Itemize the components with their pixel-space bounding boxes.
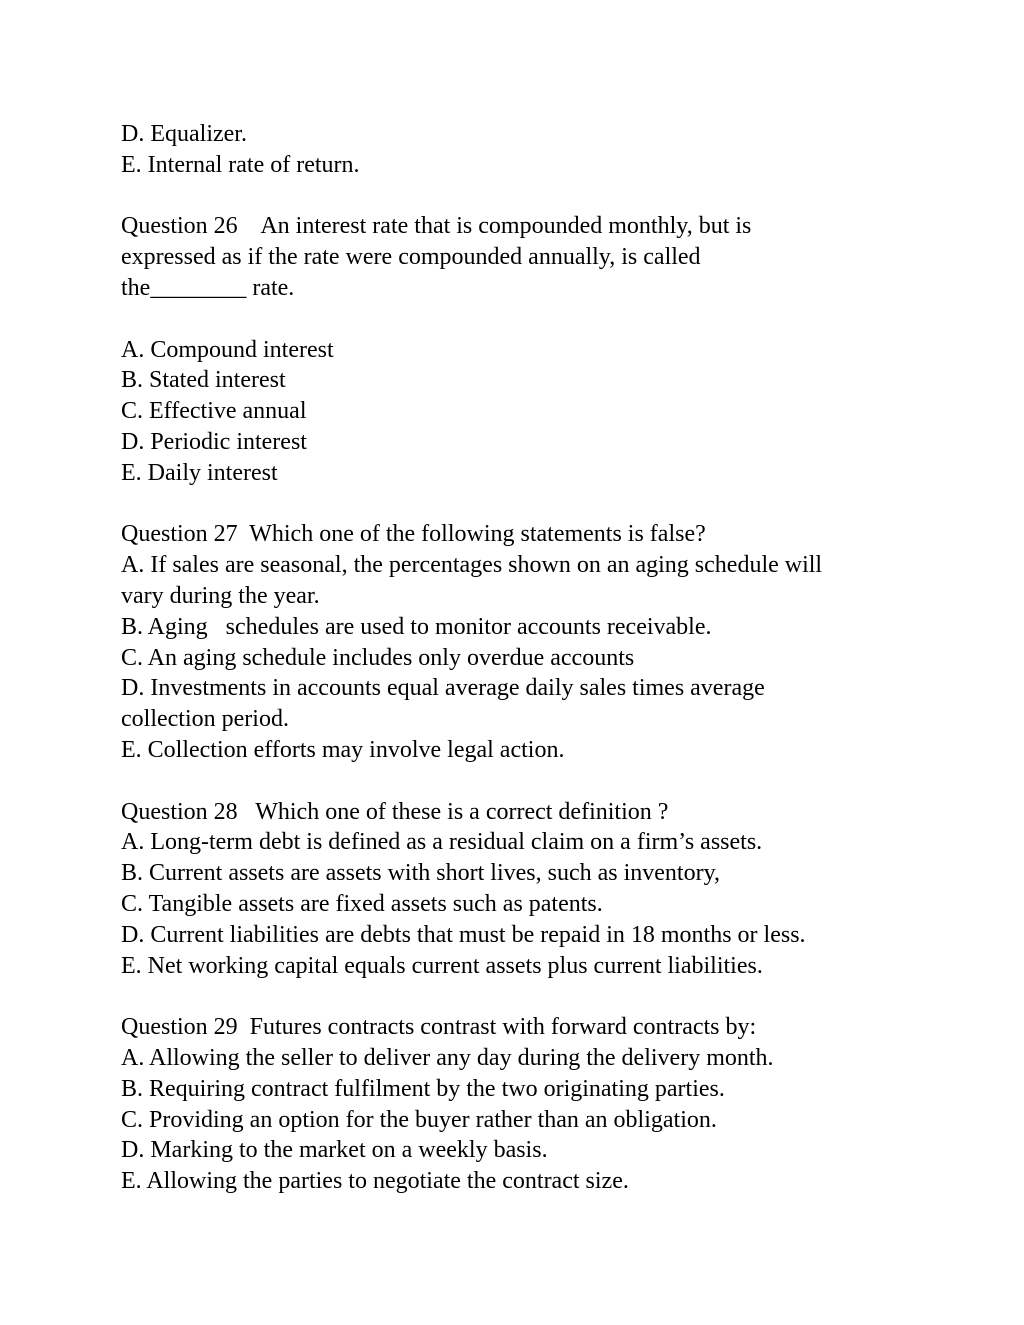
question-29-text: Question 29 Futures contracts contrast with forward contracts by: [121, 1014, 757, 1041]
question-29-option-d: D. Marking to the market on a weekly basis. [121, 1137, 548, 1164]
question-28-option-b: B. Current assets are assets with short lives, such as inventory, [121, 860, 721, 887]
question-27-option-b: B. Aging schedules are used to monitor accounts receivable. [121, 613, 712, 640]
question-26-text: the________ rate. [121, 274, 295, 301]
question-28-option-e: E. Net working capital equals current assets plus current liabilities. [121, 952, 763, 979]
question-28-option-c: C. Tangible assets are fixed assets such as patents. [121, 890, 603, 917]
question-27-option-a: A. If sales are seasonal, the percentages shown on an aging schedule will [121, 552, 823, 579]
blank-line [121, 181, 941, 212]
question-26-text: expressed as if the rate were compounded annually, is called [121, 244, 701, 271]
question-28-option-d: D. Current liabilities are debts that must be repaid in 18 months or less. [121, 921, 806, 948]
question-26-option-b: B. Stated interest [121, 367, 286, 394]
question-27-option-c: C. An aging schedule includes only overdue accounts [121, 644, 635, 671]
question-26-text: Question 26 An interest rate that is compounded monthly, but is [121, 213, 752, 240]
question-27-option-e: E. Collection efforts may involve legal action. [121, 736, 565, 763]
blank-line [121, 981, 941, 1012]
question-27-option-a: vary during the year. [121, 582, 320, 609]
option-d-prev: D. Equalizer. [121, 121, 247, 147]
question-29-option-e: E. Allowing the parties to negotiate the contract size. [121, 1168, 629, 1195]
question-27-option-d: collection period. [121, 706, 289, 733]
question-27-text: Question 27 Which one of the following statements is false? [121, 521, 706, 548]
question-28-text: Question 28 Which one of these is a correct definition ? [121, 798, 669, 825]
question-26-option-a: A. Compound interest [121, 336, 334, 363]
question-29-option-a: A. Allowing the seller to deliver any day during the delivery month. [121, 1044, 774, 1071]
question-27-option-d: D. Investments in accounts equal average daily sales times average [121, 675, 765, 702]
question-26-option-c: C. Effective annual [121, 398, 307, 425]
question-28-option-a: A. Long-term debt is defined as a residual claim on a firm’s assets. [121, 829, 763, 856]
blank-line [121, 766, 941, 797]
question-29-option-c: C. Providing an option for the buyer rather than an obligation. [121, 1106, 717, 1133]
document-page [121, 119, 941, 1197]
blank-line [121, 304, 941, 335]
question-26-option-e: E. Daily interest [121, 459, 278, 486]
question-26-option-d: D. Periodic interest [121, 428, 307, 455]
blank-line [121, 489, 941, 520]
option-e-prev: E. Internal rate of return. [121, 151, 360, 178]
question-29-option-b: B. Requiring contract fulfilment by the two originating parties. [121, 1075, 725, 1102]
